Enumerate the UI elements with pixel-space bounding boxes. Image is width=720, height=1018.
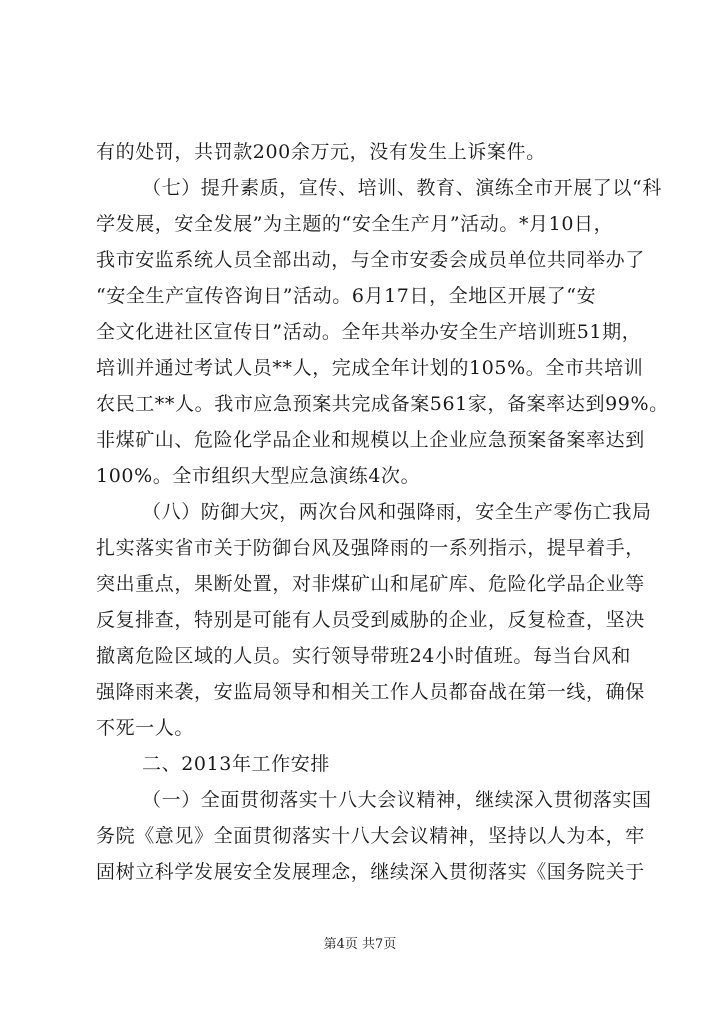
text-line: 不死一人。 [96,717,195,739]
text-line: 有的处罚，共罚款200余万元，没有发生上诉案件。 [96,141,546,163]
section-heading: 二、2013年工作安排 [142,753,330,775]
text-line: 全文化进社区宣传日”活动。全年共举办安全生产培训班51期， [96,321,642,343]
text-line: 反复排查，特别是可能有人员受到威胁的企业，反复检查，坚决 [96,609,645,631]
text-line: 非煤矿山、危险化学品企业和规模以上企业应急预案备案率达到 [96,429,645,451]
text-line: 突出重点，果断处置，对非煤矿山和尾矿库、危险化学品企业等 [96,573,645,595]
page-footer: 第4页 共7页 [323,937,397,952]
text-line: 100%。全市组织大型应急演练4次。 [96,465,421,487]
text-line: “安全生产宣传咨询日”活动。6月17日，全地区开展了“安 [96,285,597,307]
text-line: 农民工**人。我市应急预案共完成备案561家，备案率达到99%。 [96,393,669,415]
text-line: 撤离危险区域的人员。实行领导带班24小时值班。每当台风和 [96,645,631,667]
text-line: （一）全面贯彻落实十八大会议精神，继续深入贯彻落实国 [142,789,652,811]
text-line: 学发展，安全发展”为主题的“安全生产月”活动。*月10日， [96,213,614,235]
text-line: （七）提升素质，宣传、培训、教育、演练全市开展了以“科 [142,177,662,199]
text-line: 务院《意见》全面贯彻落实十八大会议精神，坚持以人为本，牢 [96,825,645,847]
text-line: 固树立科学发展安全发展理念，继续深入贯彻落实《国务院关于 [96,861,645,883]
text-line: 培训并通过考试人员**人，完成全年计划的105%。全市共培训 [96,357,644,379]
text-line: 强降雨来袭，安监局领导和相关工作人员都奋战在第一线，确保 [96,681,645,703]
text-line: 我市安监系统人员全部出动，与全市安委会成员单位共同举办了 [96,249,645,271]
text-line: 扎实落实省市关于防御台风及强降雨的一系列指示，提早着手， [96,537,645,559]
text-line: （八）防御大灾，两次台风和强降雨，安全生产零伤亡我局 [142,501,652,523]
